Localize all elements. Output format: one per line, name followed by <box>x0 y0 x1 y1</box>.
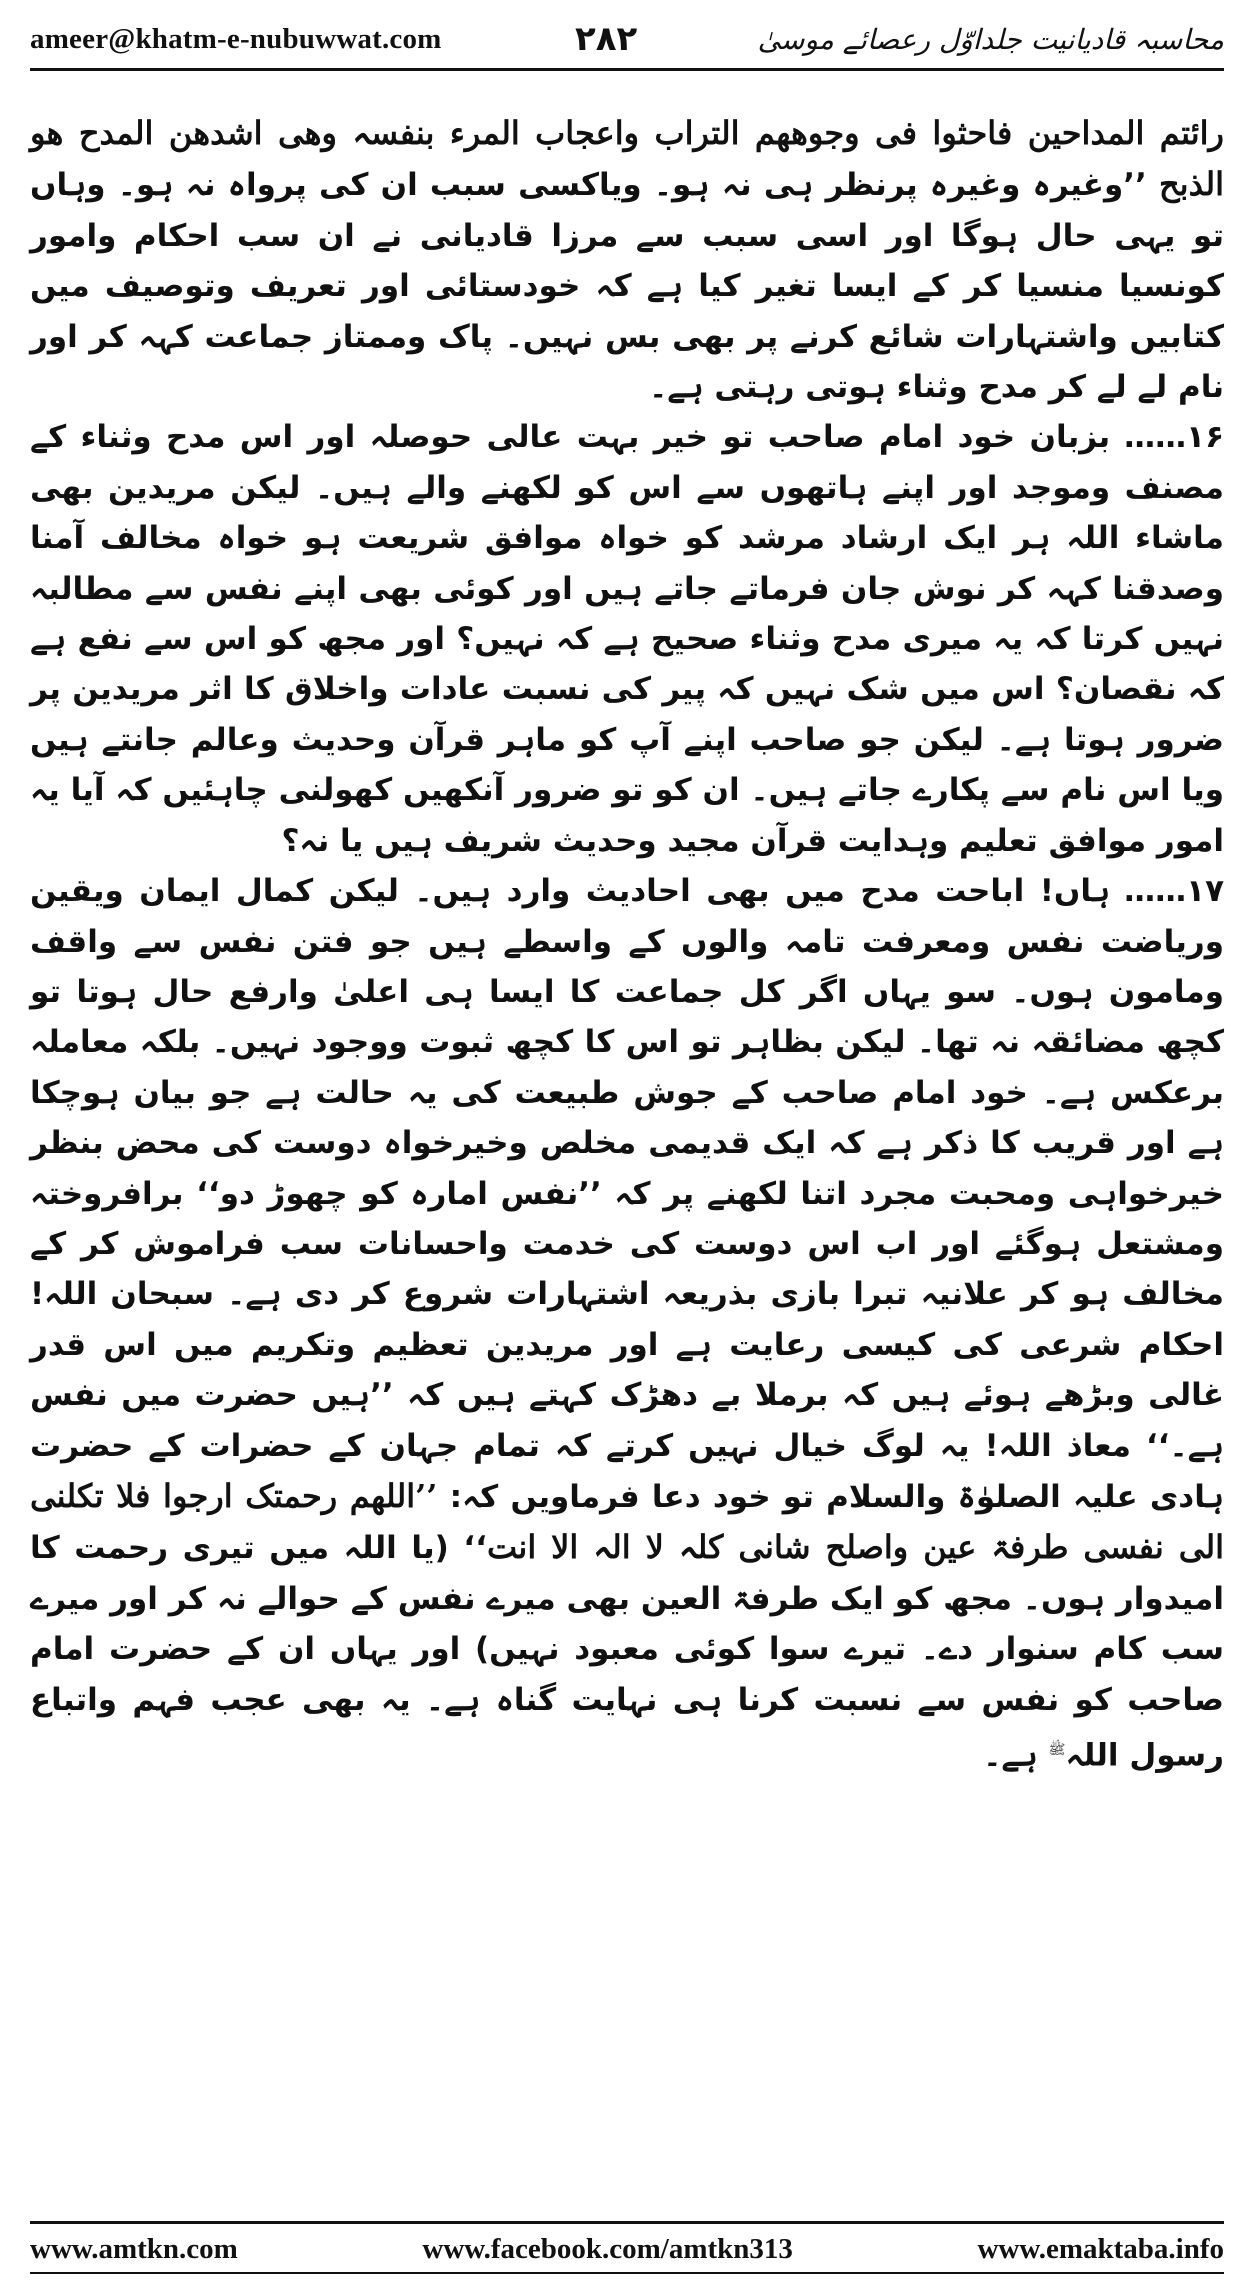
page-body <box>30 108 1224 1781</box>
paragraph-number-16: ۱۶…… <box>1124 419 1224 456</box>
page-footer <box>30 2228 1224 2270</box>
paragraph-number-17: ۱۷…… <box>1124 873 1224 910</box>
footer-rule-top <box>30 2221 1224 2224</box>
paragraph-1-text: ’’وغیرہ وغیرہ پرنظر ہی نہ ہو۔ ویاکسی سبب ان کی پرواہ نہ ہو۔ وہاں تو یہی حال ہوگا اور اسی سبب سے مرزا قادیانی نے ان سب احکام وامور کونسیا منسیا کر کے ایسا تغیر کیا ہے کہ خودستائی اور تعریف وتوصیف میں کتابیں واشتہارات شائع کرنے پر بھی بس نہیں۔ پاک وممتاز جماعت کہہ کر اور نام لے لے کر مدح وثناء ہوتی رہتی ہے۔ <box>30 167 1224 406</box>
arabic-quote-1: رائتم المداحین فاحثوا فی وجوھھم التراب واعجاب المرء بنفسہ وھی اشدھن المدح ھو الذبح <box>30 114 1225 204</box>
paragraph-17-end: ہے۔ <box>983 1737 1049 1774</box>
footer-rule-bottom <box>30 2272 1224 2274</box>
header-email: ameer@khatm-e-nubuwwat.com <box>30 22 442 55</box>
paragraph-17-text-a: ہاں! اباحت مدح میں بھی احادیث وارد ہیں۔ لیکن کمال ایمان ویقین وریاضت نفس ومعرفت تامہ والوں کے واسطے ہیں جو فتن نفس سے واقف ومامون ہوں۔ سو یہاں اگر کل جماعت کا ایسا ہی اعلیٰ وارفع حال ہوتا تو کچھ مضائقہ نہ تھا۔ لیکن بظاہر تو اس کا کچھ ثبوت ووجود نہیں۔ بلکہ معاملہ برعکس ہے۔ خود امام صاحب کے جوش طبیعت کی یہ حالت ہے جو بیان ہوچکا ہے اور قریب کا ذکر ہے کہ ایک قدیمی مخلص وخیرخواہ دوست کی محض بنظر خیرخواہی ومحبت مجرد اتنا لکھنے پر کہ ’’نفس امارہ کو چھوڑ دو‘‘ برافروختہ ومشتعل ہوگئے اور اب اس دوست کی خدمت واحسانات سب فراموش کر کے مخالف ہو کر علانیہ تبرا بازی بذریعہ اشتہارات شروع کر دی ہے۔ سبحان اللہ! احکام شرعی کی کیسی رعایت ہے اور مریدین تعظیم وتکریم میں اس قدر غالی وبڑھے ہوئے ہیں کہ برملا بے دھڑک کہتے ہیں کہ ’’ہیں حضرت میں نفس ہے۔‘‘ معاذ اللہ! یہ لوگ خیال نہیں کرتے کہ تمام جہان کے حضرات کے حضرت ہادی علیہ الصلوٰۃ والسلام تو خود دعا فرماویں کہ: <box>30 873 1224 1515</box>
arabic-dua: ’’اللھم رحمتک ارجوا فلا تکلنی الی نفسی طرفۃ عین واصلح شانی کلہ لا الہ الا انت <box>30 1476 1225 1567</box>
book-title: محاسبہ قادیانیت جلداوّل رعصائے موسیٰ <box>757 22 1224 56</box>
footer-link-emaktaba[interactable]: www.emaktaba.info <box>977 2232 1224 2265</box>
footer-link-facebook[interactable]: www.facebook.com/amtkn313 <box>422 2232 793 2265</box>
paragraph-1 <box>30 108 1224 412</box>
salutation-glyph: ﷺ <box>1048 1742 1066 1758</box>
paragraph-17 <box>30 866 1224 1781</box>
footer-link-amtkn[interactable]: www.amtkn.com <box>30 2232 238 2265</box>
paragraph-16-text: بزبان خود امام صاحب تو خیر بہت عالی حوصلہ اور اس مدح وثناء کے مصنف وموجد اور اپنے ہاتھوں سے اس کو لکھنے والے ہیں۔ لیکن مریدین بھی ماشاء اللہ ہر ایک ارشاد مرشد کو خواہ موافق شریعت ہو خواہ مخالف آمنا وصدقنا کہہ کر نوش جان فرماتے جاتے ہیں اور کوئی بھی اپنے نفس سے مطالبہ نہیں کرتا کہ یہ میری مدح وثناء صحیح ہے کہ نہیں؟ اور مجھ کو اس سے نفع ہے کہ نقصان؟ اس میں شک نہیں کہ پیر کی نسبت عادات واخلاق کا اثر مریدین پر ضرور ہوتا ہے۔ لیکن جو صاحب اپنے آپ کو ماہر قرآن وحدیث وعالم جانتے ہیں ویا اس نام سے پکارے جاتے ہیں۔ ان کو تو ضرور آنکھیں کھولنی چاہئیں کہ آیا یہ امور موافق تعلیم وہدایت قرآن مجید وحدیث شریف ہیں یا نہ؟ <box>30 419 1224 859</box>
page-number: ۲۸۲ <box>575 19 638 59</box>
page-header <box>30 10 1224 71</box>
paragraph-17-text-b: ‘‘ (یا اللہ میں تیری رحمت کا امیدوار ہوں۔ مجھ کو ایک طرفۃ العین بھی میرے نفس کے حوالے نہ کر اور میرے سب کام سنوار دے۔ تیرے سوا کوئی معبود نہیں) اور یہاں ان کے حضرت امام صاحب کو نفس سے نسبت کرنا ہی نہایت گناہ ہے۔ یہ بھی عجب فہم واتباع رسول اللہ <box>30 1530 1224 1774</box>
paragraph-16 <box>30 412 1224 866</box>
